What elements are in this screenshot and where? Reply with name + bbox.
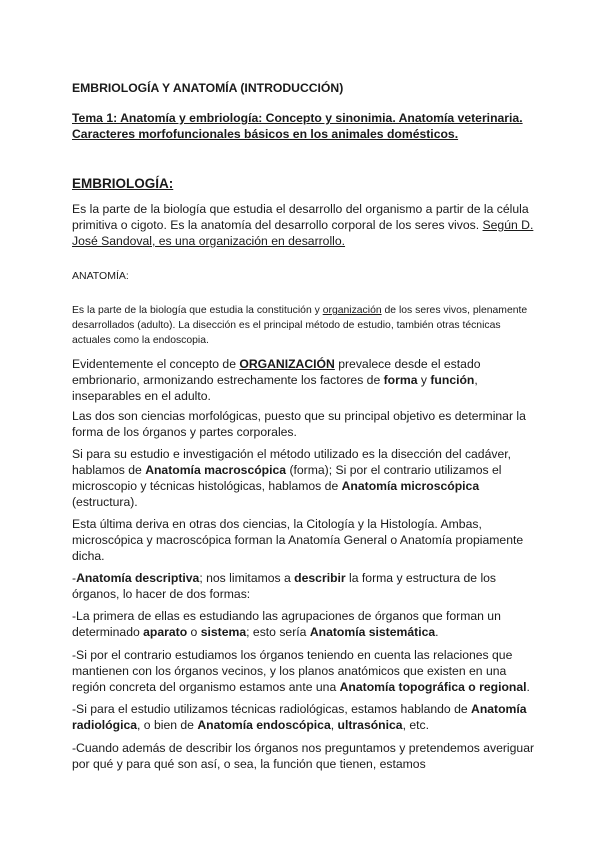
text-run: , etc. (402, 718, 429, 732)
microscopica-keyword: Anatomía microscópica (341, 479, 480, 493)
embriologia-text: Es la parte de la biología que estudia el desarrollo del organismo a partir de la célula primitiva o cigoto. Es la anatomía del desarrollo corporal de los seres vivos. (72, 202, 529, 232)
text-run: prevalece desde el estado embrionario, armonizando estrechamente los factores de (72, 357, 481, 387)
text-run: . (526, 680, 530, 694)
sandoval-link[interactable]: Según D. José Sandoval, es una organización en desarrollo. (72, 218, 534, 248)
text-run: ; nos limitamos a (199, 571, 295, 585)
text-run: -Si para el estudio utilizamos técnicas radiológicas, estamos hablando de (72, 702, 472, 716)
anatomia-sistematica-paragraph (72, 608, 542, 640)
funcion-keyword: función (430, 373, 475, 387)
text-run: y (417, 373, 431, 387)
radiologica-keyword: Anatomía radiológica (72, 702, 527, 732)
text-run: - (72, 571, 77, 585)
text-run: ; esto sería (246, 625, 310, 639)
text-run: , (330, 718, 338, 732)
anatomia-heading: ANATOMÍA: (72, 270, 129, 282)
descriptiva-keyword: Anatomía descriptiva (76, 571, 200, 585)
sistema-keyword: sistema (200, 625, 247, 639)
text-run: Si para su estudio e investigación el método utilizado es la disección del cadáver, hablamos de (72, 447, 512, 477)
endoscopica-keyword: Anatomía endoscópica (197, 718, 331, 732)
text-run: de los seres vivos, plenamente desarrollados (adulto). La disección es el principal método de estudio, también otras técnicas actuales como la endoscopia. (72, 305, 528, 346)
text-run: (forma); Si por el contrario utilizamos el microscopio y técnicas histológicas, hablamos de (72, 463, 502, 493)
anatomia-paragraph-1 (72, 303, 542, 348)
text-run: la forma y estructura de los órganos, lo hacer de dos formas: (72, 571, 497, 601)
organizacion-keyword: ORGANIZACIÓN (239, 357, 335, 371)
text-run: Evidentemente el concepto de (72, 357, 240, 371)
embriologia-heading: EMBRIOLOGÍA: (72, 176, 174, 191)
anatomia-paragraph-4 (72, 446, 542, 510)
sistematica-keyword: Anatomía sistemática (309, 625, 436, 639)
document-title: EMBRIOLOGÍA Y ANATOMÍA (INTRODUCCIÓN) (72, 81, 344, 95)
anatomia-topografica-paragraph (72, 647, 542, 695)
anatomia-paragraph-3: Las dos son ciencias morfológicas, puesto que su principal objetivo es determinar la forma de los órganos y partes corporales. (72, 409, 526, 439)
anatomia-paragraph-2 (72, 356, 542, 404)
organizacion-link[interactable]: organización (322, 305, 382, 316)
macroscopica-keyword: Anatomía macroscópica (145, 463, 287, 477)
text-run: Es la parte de la biología que estudia la constitución y (72, 305, 323, 316)
text-run: (estructura). (72, 495, 138, 509)
anatomia-funcional-paragraph: -Cuando además de describir los órganos nos preguntamos y pretendemos averiguar por qué y para qué son así, o sea, la función que tienen, estamos (72, 741, 535, 771)
embriologia-paragraph (72, 201, 542, 249)
topografica-keyword: Anatomía topográfica o regional (339, 680, 527, 694)
aparato-keyword: aparato (143, 625, 188, 639)
anatomia-paragraph-5: Esta última deriva en otras dos ciencias, la Citología y la Histología. Ambas, microscópica y macroscópica forman la Anatomía General o Anatomía propiamente dicha. (72, 517, 524, 563)
describir-keyword: describir (294, 571, 346, 585)
forma-keyword: forma (383, 373, 418, 387)
text-run: , inseparables en el adulto. (72, 373, 478, 403)
ultrasonica-keyword: ultrasónica (337, 718, 403, 732)
anatomia-descriptiva-paragraph (72, 570, 542, 602)
tema-heading (72, 110, 542, 142)
text-run: . (435, 625, 439, 639)
text-run: -La primera de ellas es estudiando las agrupaciones de órganos que forman un determinado (72, 609, 501, 639)
text-run: o (187, 625, 201, 639)
tema-line-2: Caracteres morfofuncionales básicos en los animales domésticos. (72, 127, 459, 141)
anatomia-radiologica-paragraph (72, 701, 542, 733)
text-run: -Si por el contrario estudiamos los órganos teniendo en cuenta las relaciones que mantienen con los órganos vecinos, y los planos anatómicos que existen en una región concreta del organismo estamos ante una (72, 648, 513, 694)
text-run: , o bien de (137, 718, 198, 732)
tema-line-1: Tema 1: Anatomía y embriología: Concepto y sinonimia. Anatomía veterinaria. (72, 111, 523, 125)
